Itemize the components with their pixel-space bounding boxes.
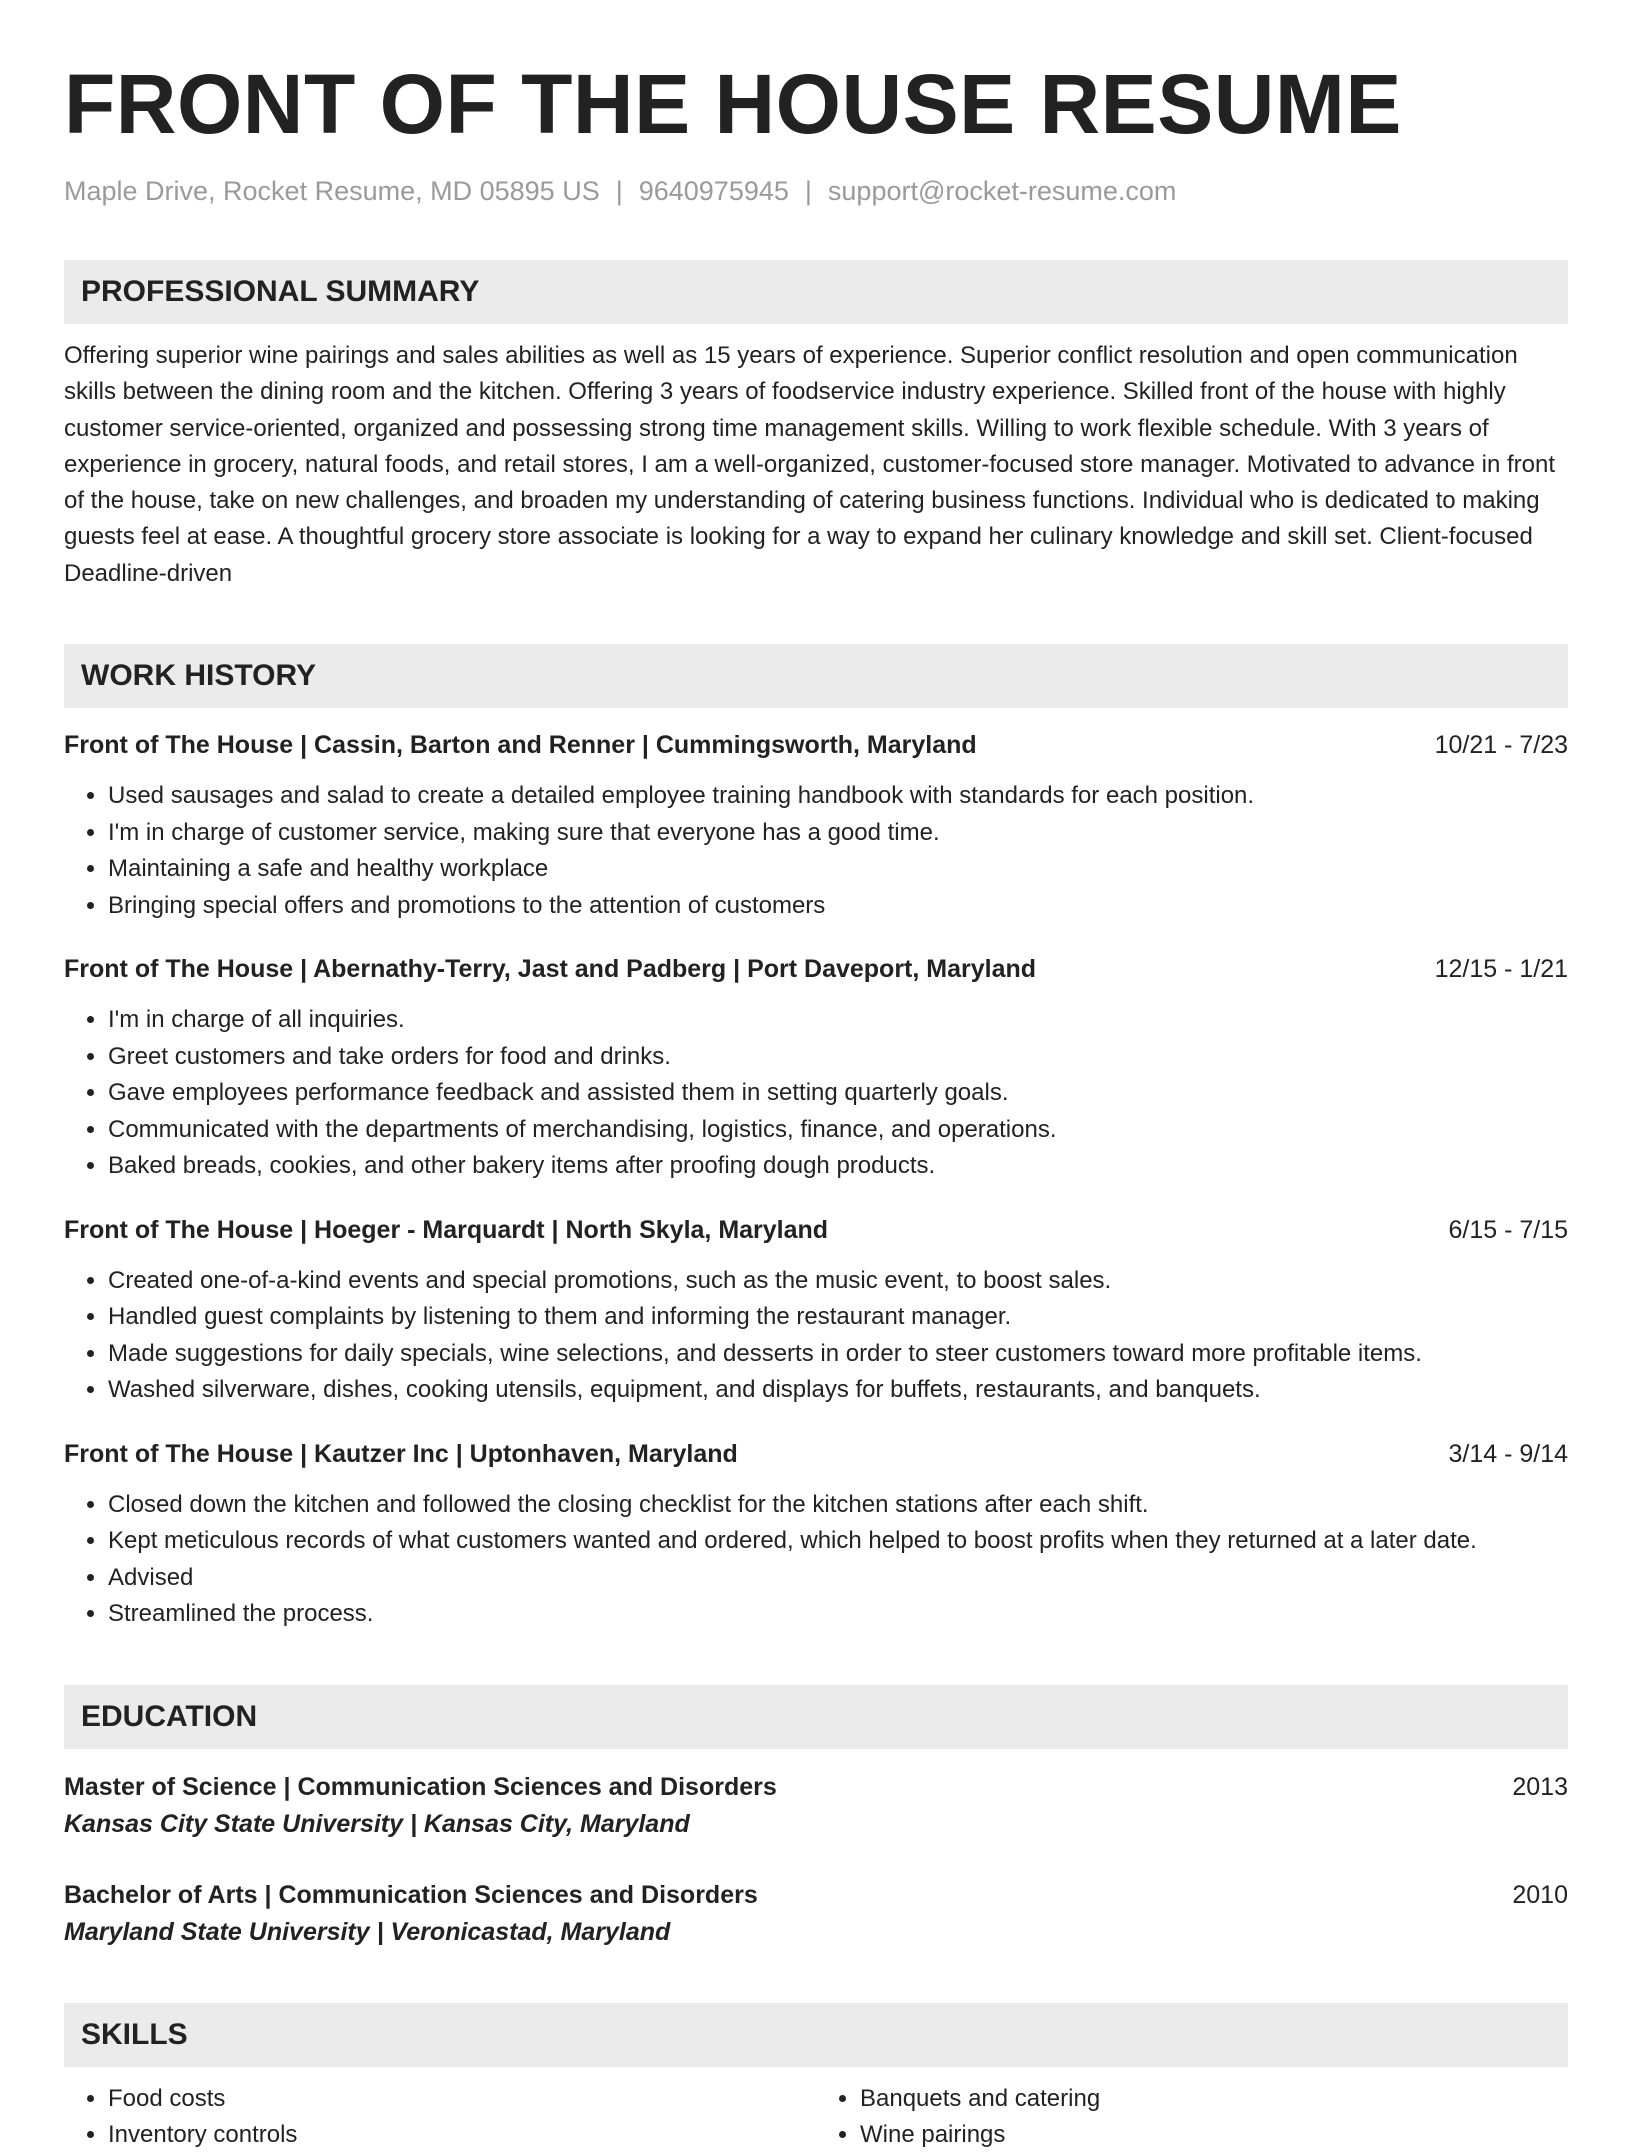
job-bullet: • Streamlined the process. [108, 1596, 1568, 1633]
skills-column-right [816, 2081, 1568, 2154]
job-bullet: • Closed down the kitchen and followed the closing checklist for the kitchen stations after each shift. [108, 1487, 1568, 1524]
job-bullets [64, 1002, 1568, 1185]
education-header [64, 1877, 1568, 1913]
education-entry [64, 1769, 1568, 1843]
job-title: Front of The House | Abernathy-Terry, Jast and Padberg | Port Daveport, Maryland [64, 955, 1037, 984]
education-degree: Master of Science | Communication Sciences and Disorders [64, 1772, 777, 1801]
contact-separator: | [615, 176, 623, 206]
job-header [64, 728, 1568, 762]
job-bullets [64, 778, 1568, 924]
skill-item: • Inventory controls [108, 2117, 816, 2154]
education-degree: Bachelor of Arts | Communication Sciences and Disorders [64, 1880, 758, 1909]
job-bullet: • Bringing special offers and promotions to the attention of customers [108, 888, 1568, 925]
education-entry [64, 1877, 1568, 1951]
job-bullet: • I'm in charge of customer service, making sure that everyone has a good time. [108, 815, 1568, 852]
job-title: Front of The House | Kautzer Inc | Uptonhaven, Maryland [64, 1439, 738, 1468]
summary-text: Offering superior wine pairings and sales abilities as well as 15 years of experience. Superior conflict resolution and open communication skills between the dining room and the kitchen. Offering 3 years of foodservice industry experience. Skilled front of the house with highly customer service-oriented, organized and possessing strong time management skills. Willing to work flexible schedule. With 3 years of experience in grocery, natural foods, and retail stores, I am a well-organized, customer-focused store manager. Motivated to advance in front of the house, take on new challenges, and broaden my understanding of catering business functions. Individual who is dedicated to making guests feel at ease. A thoughtful grocery store associate is looking for a way to expand her culinary knowledge and skill set. Client-focused Deadline-driven [64, 342, 1555, 587]
skills-list [64, 2081, 1568, 2154]
job-bullet: • Communicated with the departments of merchandising, logistics, finance, and operations. [108, 1112, 1568, 1149]
job-bullet: • I'm in charge of all inquiries. [108, 1002, 1568, 1039]
contact-line [64, 174, 1568, 208]
job-bullet: • Handled guest complaints by listening to them and informing the restaurant manager. [108, 1299, 1568, 1336]
job-bullet: • Maintaining a safe and healthy workplace [108, 851, 1568, 888]
section-header-work-history: WORK HISTORY [64, 644, 1568, 708]
resume-title: FRONT OF THE HOUSE RESUME [64, 57, 1402, 151]
job-header [64, 1437, 1568, 1471]
skill-item: • Banquets and catering [860, 2081, 1568, 2118]
education-header [64, 1769, 1568, 1805]
education-year: 2013 [1512, 1772, 1568, 1801]
job-header [64, 1213, 1568, 1247]
job-dates: 12/15 - 1/21 [1434, 955, 1568, 984]
job-header [64, 952, 1568, 986]
job-dates: 6/15 - 7/15 [1448, 1215, 1568, 1244]
job-bullet: • Greet customers and take orders for food and drinks. [108, 1039, 1568, 1076]
section-header-skills: SKILLS [64, 2003, 1568, 2067]
skill-item: • Wine pairings [860, 2117, 1568, 2154]
education-year: 2010 [1512, 1880, 1568, 1909]
job-bullet: • Advised [108, 1560, 1568, 1597]
job-dates: 3/14 - 9/14 [1448, 1439, 1568, 1468]
job-title: Front of The House | Hoeger - Marquardt | North Skyla, Maryland [64, 1215, 829, 1244]
job-title: Front of The House | Cassin, Barton and Renner | Cummingsworth, Maryland [64, 731, 977, 760]
section-header-education: EDUCATION [64, 1685, 1568, 1749]
job-dates: 10/21 - 7/23 [1434, 731, 1568, 760]
job-bullets [64, 1263, 1568, 1409]
job-entry [64, 1213, 1568, 1409]
skill-item: • Food costs [108, 2081, 816, 2118]
job-entry [64, 952, 1568, 1185]
job-bullet: • Used sausages and salad to create a detailed employee training handbook with standards for each position. [108, 778, 1568, 815]
contact-email: support@rocket-resume.com [827, 176, 1177, 206]
job-bullet: • Kept meticulous records of what customers wanted and ordered, which helped to boost profits when they returned at a later date. [108, 1523, 1568, 1560]
section-header-summary: PROFESSIONAL SUMMARY [64, 260, 1568, 324]
job-bullet: • Created one-of-a-kind events and special promotions, such as the music event, to boost sales. [108, 1263, 1568, 1300]
job-bullets [64, 1487, 1568, 1633]
job-bullet: • Made suggestions for daily specials, wine selections, and desserts in order to steer customers toward more profitable items. [108, 1336, 1568, 1373]
contact-address: Maple Drive, Rocket Resume, MD 05895 US [64, 176, 600, 206]
job-entry [64, 728, 1568, 924]
job-bullet: • Gave employees performance feedback and assisted them in setting quarterly goals. [108, 1075, 1568, 1112]
education-school: Maryland State University | Veronicastad, Maryland [64, 1917, 671, 1946]
skills-column-left [64, 2081, 816, 2154]
education-school: Kansas City State University | Kansas City, Maryland [64, 1809, 690, 1838]
job-bullet: • Washed silverware, dishes, cooking utensils, equipment, and displays for buffets, restaurants, and banquets. [108, 1372, 1568, 1409]
contact-phone: 9640975945 [638, 176, 789, 206]
job-entry [64, 1437, 1568, 1633]
contact-separator: | [804, 176, 812, 206]
job-bullet: • Baked breads, cookies, and other bakery items after proofing dough products. [108, 1148, 1568, 1185]
